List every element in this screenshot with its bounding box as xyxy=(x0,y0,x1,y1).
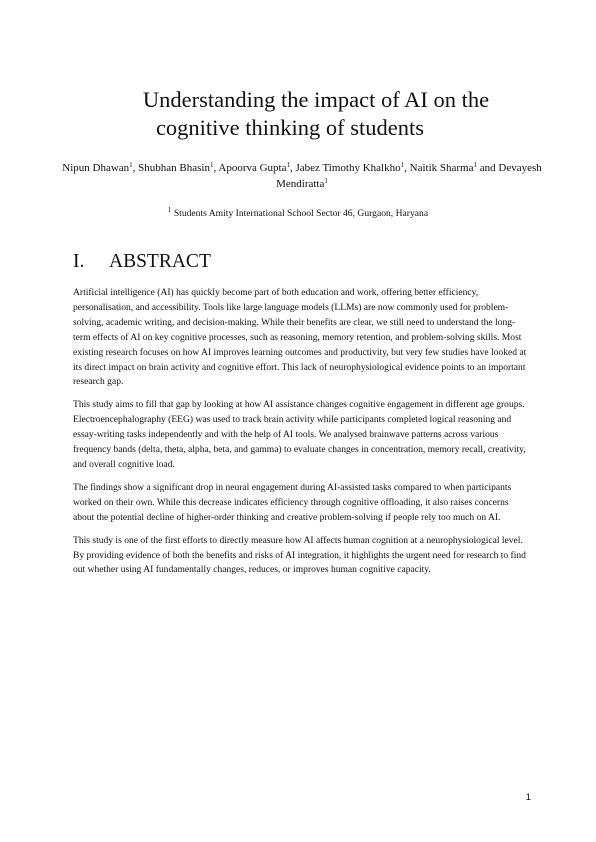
abstract-body xyxy=(73,286,527,586)
affiliation-marker: 1 xyxy=(167,206,172,214)
author-affiliation-marker: 1 xyxy=(473,161,477,169)
paper-title xyxy=(0,86,596,142)
section-title: ABSTRACT xyxy=(109,251,211,272)
author: Devayesh Mendiratta xyxy=(276,162,542,190)
author: Naitik Sharma xyxy=(409,162,474,174)
author-separator: and xyxy=(476,162,499,174)
author: Apoorva Gupta xyxy=(218,162,287,174)
author-affiliation-marker: 1 xyxy=(400,161,405,169)
page-number: 1 xyxy=(525,792,531,803)
affiliation-text: Students Amity International School Sector 46, Gurgaon, Haryana xyxy=(173,208,429,219)
abstract-paragraph: This study is one of the first efforts to directly measure how AI affects human cognition at a neurophysiological level. By providing evidence of both the benefits and risks of AI integration, it highlights the urgent need for research to find out whether using AI fundamentally changes, reduces, or improves human cognitive capacity. xyxy=(73,534,526,576)
abstract-paragraph: This study aims to fill that gap by looking at how AI assistance changes cognitive engagement in different age groups. Electroencephalography (EEG) was used to track brain activity while participants completed logical reasoning and essay-writing tasks independently and with the help of AI tools. We analysed brainwave patterns across various frequency bands (delta, theta, alpha, beta, and gamma) to evaluate changes in concentration, memory recall, creativity, and overall cognitive load. xyxy=(73,399,526,470)
author-separator: , xyxy=(132,162,139,174)
author-affiliation-marker: 1 xyxy=(286,161,290,169)
author: Nipun Dhawan xyxy=(62,162,130,174)
author-affiliation-marker: 1 xyxy=(209,161,214,169)
author-separator: , xyxy=(213,162,219,174)
paper-title-line-2: cognitive thinking of students xyxy=(155,115,425,140)
paper-title-line-1: Understanding the impact of AI on the xyxy=(142,87,490,112)
author-affiliation-marker: 1 xyxy=(324,177,328,185)
author-separator: , xyxy=(290,162,296,174)
section-number: I. xyxy=(73,251,85,272)
abstract-paragraph: Artificial intelligence (AI) has quickly become part of both education and work, offering better efficiency, personalisation, and accessibility. Tools like large language models (LLMs) are now commonly used for problem-solving, academic writing, and decision-making. While their benefits are clear, we still need to understand the long-term effects of AI on key cognitive processes, such as reasoning, memory retention, and problem-solving skills. Most existing research focuses on how AI improves learning outcomes and productivity, but very few studies have looked at its direct impact on brain activity and cognitive effort. This lack of neurophysiological evidence points to an important research gap. xyxy=(73,287,527,388)
author-affiliation-marker: 1 xyxy=(129,161,133,169)
author-separator: , xyxy=(404,162,410,174)
author: Jabez Timothy Khalkho xyxy=(295,162,401,174)
affiliation xyxy=(0,207,596,220)
section-heading xyxy=(73,250,211,274)
author: Shubhan Bhasin xyxy=(138,162,210,174)
author-list xyxy=(60,160,544,192)
abstract-paragraph: The findings show a significant drop in neural engagement during AI-assisted tasks compared to when participants worked on their own. While this decrease indicates efficiency through cognitive offloading, it also raises concerns about the potential decline of higher-order thinking and creative problem-solving if people rely too much on AI. xyxy=(73,481,512,523)
